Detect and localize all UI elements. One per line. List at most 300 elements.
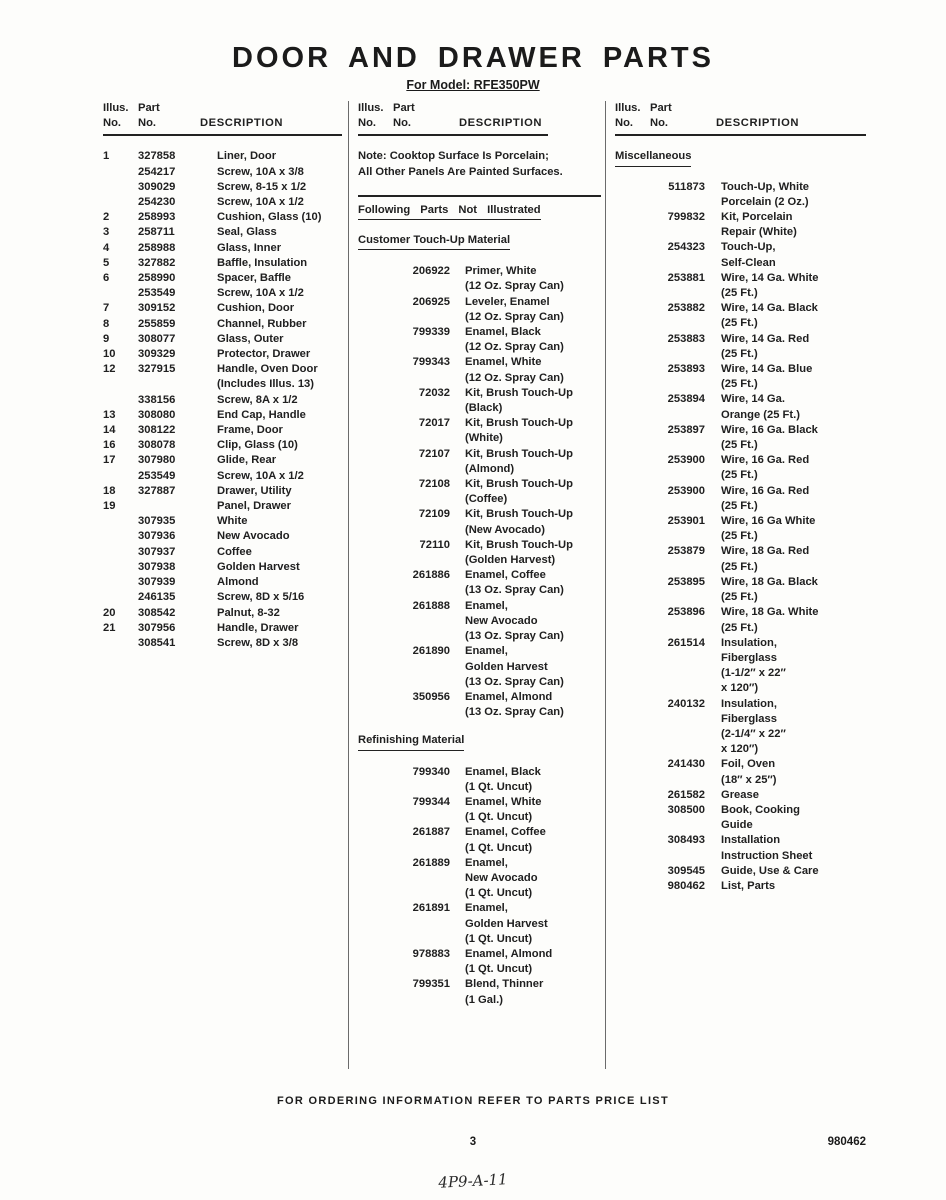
part-no-cell: 261887	[412, 826, 450, 839]
illus-no-cell: 9	[103, 332, 110, 345]
description-line: Screw, 8-15 x 1/2	[217, 180, 307, 193]
description-line: Wire, 14 Ga. Blue	[721, 363, 813, 376]
description-line: (25 Ft.)	[721, 469, 758, 482]
illus-no-cell	[103, 560, 138, 575]
table-row	[103, 286, 342, 301]
header-description-label: DESCRIPTION	[716, 117, 800, 130]
description-line: Kit, Brush Touch-Up	[465, 538, 573, 551]
description-cell	[705, 301, 876, 331]
table-row	[103, 271, 342, 286]
description-line: New Avocado	[217, 530, 290, 543]
header-rule	[103, 134, 342, 136]
illus-no-cell	[103, 393, 138, 408]
part-no-cell: 308080	[138, 408, 176, 421]
description-cell	[450, 355, 601, 385]
illus-no-cell	[103, 575, 138, 590]
description-cell	[217, 225, 342, 240]
description-cell	[450, 977, 601, 1007]
description-cell	[217, 210, 342, 225]
description-cell	[705, 636, 876, 697]
description-line: (New Avocado)	[465, 523, 545, 536]
column-header	[358, 101, 601, 136]
description-line: (Includes Illus. 13)	[217, 378, 314, 391]
description-cell	[217, 560, 342, 575]
illus-no-cell: 1	[103, 150, 110, 163]
part-no-cell: 327858	[138, 150, 176, 163]
subsection-heading-text: Miscellaneous	[615, 149, 691, 166]
illus-no-cell: 6	[103, 272, 110, 285]
description-line: Guide, Use & Care	[721, 864, 819, 877]
table-row	[615, 544, 876, 574]
part-no-cell: 253883	[667, 332, 705, 345]
description-line: Repair (White)	[721, 226, 797, 239]
description-line: Enamel, White	[465, 795, 542, 808]
part-no-cell: 258988	[138, 241, 176, 254]
part-no-cell: 308493	[667, 834, 705, 847]
doc-number: 980462	[827, 1136, 866, 1148]
subsection-heading-text: Customer Touch-Up Material	[358, 233, 510, 250]
part-no-cell: 72032	[418, 386, 450, 399]
table-row	[358, 295, 601, 325]
header-rule	[358, 134, 548, 136]
description-cell	[217, 195, 342, 210]
table-row	[103, 332, 342, 347]
illus-no-cell	[103, 514, 138, 529]
illus-no-cell: 3	[103, 226, 110, 239]
table-row	[358, 447, 601, 477]
table-row	[103, 241, 342, 256]
description-line: Seal, Glass	[217, 226, 277, 239]
description-line: Primer, White	[465, 265, 537, 278]
description-cell	[450, 416, 601, 446]
description-cell	[450, 644, 601, 690]
description-line: Wire, 14 Ga. White	[721, 271, 819, 284]
description-line: Liner, Door	[217, 150, 277, 163]
header-rule	[615, 134, 866, 136]
table-row	[103, 469, 342, 484]
description-line: Screw, 10A x 1/2	[217, 196, 304, 209]
description-line: Palnut, 8-32	[217, 606, 280, 619]
table-row	[615, 575, 876, 605]
column-header-row	[103, 101, 342, 116]
part-no-cell: 327882	[138, 256, 176, 269]
description-line: (25 Ft.)	[721, 287, 758, 300]
part-no-cell: 308500	[667, 803, 705, 816]
table-row	[103, 438, 342, 453]
part-no-cell: 258990	[138, 272, 176, 285]
parts-column-middle	[349, 101, 605, 1069]
description-cell	[705, 864, 876, 879]
description-line: Enamel,	[465, 599, 508, 612]
table-row	[103, 636, 342, 651]
part-no-cell: 253893	[667, 363, 705, 376]
description-line: Coffee	[217, 545, 252, 558]
table-row	[358, 947, 601, 977]
table-row	[615, 180, 876, 210]
part-no-cell: 254230	[138, 196, 176, 209]
illus-no-cell: 21	[103, 621, 116, 634]
part-no-cell: 338156	[138, 393, 176, 406]
description-line: Enamel, Almond	[465, 690, 553, 703]
table-row	[103, 484, 342, 499]
description-cell	[450, 568, 601, 598]
subsection-heading-text: Refinishing Material	[358, 733, 464, 750]
part-no-cell: 309152	[138, 302, 176, 315]
parts-columns	[101, 101, 876, 1069]
description-line: Touch-Up, White	[721, 180, 810, 193]
description-cell	[705, 332, 876, 362]
description-line: (25 Ft.)	[721, 439, 758, 452]
description-line: Foil, Oven	[721, 758, 776, 771]
part-no-cell: 799343	[412, 356, 450, 369]
part-no-cell: 253882	[667, 302, 705, 315]
column-header-row	[615, 116, 876, 131]
subsection-heading	[358, 233, 601, 250]
illus-no-cell: 18	[103, 484, 116, 497]
description-line: Installation	[721, 834, 781, 847]
table-row	[103, 499, 342, 514]
table-row	[615, 803, 876, 833]
description-line: (1 Qt. Uncut)	[465, 963, 533, 976]
description-line: (12 Oz. Spray Can)	[465, 310, 564, 323]
description-line: (25 Ft.)	[721, 530, 758, 543]
description-line: (25 Ft.)	[721, 378, 758, 391]
illus-no-cell: 19	[103, 500, 116, 513]
table-row	[103, 347, 342, 362]
part-no-cell: 799351	[412, 978, 450, 991]
table-row	[358, 644, 601, 690]
header-no-label: No.	[393, 117, 412, 130]
column-header-row	[358, 101, 601, 116]
table-row	[615, 423, 876, 453]
description-cell	[705, 833, 876, 863]
description-cell	[217, 180, 342, 195]
description-line: (12 Oz. Spray Can)	[465, 280, 564, 293]
illus-no-cell	[103, 529, 138, 544]
table-row	[615, 697, 876, 758]
description-cell	[217, 621, 342, 636]
table-row	[103, 560, 342, 575]
table-row	[103, 423, 342, 438]
table-row	[615, 392, 876, 422]
part-no-cell: 309329	[138, 348, 176, 361]
part-no-cell: 254217	[138, 165, 176, 178]
table-row	[103, 590, 342, 605]
illus-no-cell: 7	[103, 302, 110, 315]
table-row	[615, 271, 876, 301]
description-cell	[217, 438, 342, 453]
description-line: (1 Qt. Uncut)	[465, 932, 533, 945]
part-no-cell: 308078	[138, 439, 176, 452]
table-row	[358, 386, 601, 416]
table-row	[103, 362, 342, 392]
description-cell	[450, 538, 601, 568]
description-line: Screw, 8D x 3/8	[217, 636, 299, 649]
note-line: Note: Cooktop Surface Is Porcelain;	[358, 150, 549, 163]
description-cell	[705, 803, 876, 833]
description-cell	[450, 295, 601, 325]
part-no-cell: 327887	[138, 484, 176, 497]
description-cell	[217, 286, 342, 301]
description-cell	[450, 856, 601, 902]
description-line: Instruction Sheet	[721, 849, 813, 862]
description-line: Wire, 18 Ga. Red	[721, 545, 810, 558]
part-no-cell: 307935	[138, 515, 176, 528]
section-heading-text: Following Parts Not Illustrated	[358, 203, 541, 220]
description-line: (Almond)	[465, 462, 515, 475]
table-row	[358, 901, 601, 947]
header-part-label: Part	[138, 102, 160, 114]
description-cell	[450, 599, 601, 645]
description-line: Screw, 8A x 1/2	[217, 393, 298, 406]
description-line: Enamel,	[465, 645, 508, 658]
illus-no-cell	[103, 590, 138, 605]
description-cell	[217, 590, 342, 605]
description-line: Protector, Drawer	[217, 348, 311, 361]
description-cell	[217, 606, 342, 621]
description-line: (12 Oz. Spray Can)	[465, 371, 564, 384]
illus-no-cell	[103, 165, 138, 180]
part-no-cell: 307939	[138, 576, 176, 589]
description-cell	[705, 697, 876, 758]
table-row	[615, 453, 876, 483]
header-no-label: No.	[103, 117, 122, 130]
table-row	[358, 355, 601, 385]
description-line: Screw, 10A x 1/2	[217, 469, 304, 482]
description-line: Self-Clean	[721, 256, 776, 269]
description-line: Enamel,	[465, 902, 508, 915]
description-line: (White)	[465, 432, 503, 445]
description-cell	[705, 362, 876, 392]
description-line: Touch-Up,	[721, 241, 776, 254]
description-line: Enamel, Almond	[465, 947, 553, 960]
description-line: Wire, 16 Ga. Red	[721, 484, 810, 497]
part-no-cell: 308122	[138, 424, 176, 437]
description-line: (2-1/4″ x 22″	[721, 727, 786, 740]
table-row	[103, 180, 342, 195]
header-description-label: DESCRIPTION	[200, 117, 284, 130]
description-line: Screw, 10A x 3/8	[217, 165, 304, 178]
table-row	[615, 788, 876, 803]
column-header-row	[358, 116, 601, 131]
table-row	[358, 599, 601, 645]
ordering-footer-note: FOR ORDERING INFORMATION REFER TO PARTS PRICE LIST	[277, 1095, 669, 1107]
description-line: Enamel,	[465, 856, 508, 869]
table-row	[615, 833, 876, 863]
column-header-row	[103, 116, 342, 131]
description-line: (25 Ft.)	[721, 621, 758, 634]
description-line: Enamel, Black	[465, 326, 541, 339]
description-line: Glass, Outer	[217, 332, 284, 345]
description-line: Almond	[217, 576, 259, 589]
description-cell	[217, 347, 342, 362]
column-header	[615, 101, 876, 136]
part-no-cell: 307980	[138, 454, 176, 467]
part-no-cell: 253900	[667, 484, 705, 497]
description-line: Wire, 18 Ga. White	[721, 606, 819, 619]
description-cell	[450, 477, 601, 507]
part-no-cell: 254323	[667, 241, 705, 254]
header-illus-label: Illus.	[358, 102, 384, 114]
table-row	[615, 332, 876, 362]
description-cell	[217, 317, 342, 332]
description-line: Spacer, Baffle	[217, 272, 291, 285]
subsection-heading	[615, 149, 876, 166]
part-no-cell: 799339	[412, 326, 450, 339]
part-no-cell: 72109	[418, 508, 450, 521]
description-line: Golden Harvest	[465, 917, 548, 930]
description-line: Drawer, Utility	[217, 484, 292, 497]
part-no-cell: 799832	[667, 211, 705, 224]
part-no-cell: 72108	[418, 478, 450, 491]
description-cell	[450, 690, 601, 720]
note-text	[358, 149, 601, 179]
description-line: Cushion, Door	[217, 302, 295, 315]
part-no-cell: 309029	[138, 180, 176, 193]
part-no-cell: 253896	[667, 606, 705, 619]
description-line: Wire, 16 Ga White	[721, 515, 816, 528]
description-cell	[217, 241, 342, 256]
description-line: Golden Harvest	[465, 660, 548, 673]
description-line: Frame, Door	[217, 424, 283, 437]
description-line: New Avocado	[465, 871, 538, 884]
part-no-cell: 307937	[138, 545, 176, 558]
description-line: (12 Oz. Spray Can)	[465, 341, 564, 354]
description-cell	[705, 544, 876, 574]
part-no-cell: 72110	[419, 538, 450, 551]
description-cell	[217, 453, 342, 468]
description-cell	[705, 271, 876, 301]
part-no-cell: 261886	[412, 569, 450, 582]
description-line: Fiberglass	[721, 712, 777, 725]
description-cell	[217, 393, 342, 408]
description-line: Book, Cooking	[721, 803, 800, 816]
description-line: Leveler, Enamel	[465, 295, 550, 308]
part-no-cell: 253549	[138, 287, 176, 300]
table-row	[103, 165, 342, 180]
description-line: Enamel, Coffee	[465, 826, 546, 839]
illus-no-cell: 14	[103, 424, 116, 437]
description-line: (25 Ft.)	[721, 560, 758, 573]
description-cell	[217, 332, 342, 347]
description-line: (13 Oz. Spray Can)	[465, 706, 564, 719]
table-row	[358, 568, 601, 598]
part-no-cell: 307956	[138, 621, 176, 634]
part-no-cell: 308542	[138, 606, 176, 619]
description-line: (25 Ft.)	[721, 317, 758, 330]
description-line: End Cap, Handle	[217, 408, 306, 421]
description-cell	[705, 879, 876, 894]
description-line: Enamel, Black	[465, 765, 541, 778]
part-no-cell: 246135	[138, 591, 176, 604]
description-cell	[450, 825, 601, 855]
header-part-label: Part	[650, 102, 672, 114]
part-no-cell: 980462	[667, 879, 705, 892]
description-cell	[705, 605, 876, 635]
illus-no-cell: 10	[103, 348, 116, 361]
part-no-cell: 261514	[667, 636, 705, 649]
description-line: Insulation,	[721, 636, 777, 649]
part-no-cell: 206925	[412, 295, 450, 308]
part-no-cell: 799340	[412, 765, 450, 778]
description-line: Clip, Glass (10)	[217, 439, 298, 452]
description-line: Glide, Rear	[217, 454, 277, 467]
table-row	[103, 408, 342, 423]
description-cell	[217, 256, 342, 271]
note-line: All Other Panels Are Painted Surfaces.	[358, 165, 563, 178]
table-row	[103, 225, 342, 240]
description-cell	[217, 408, 342, 423]
illus-no-cell: 5	[103, 256, 110, 269]
description-line: Handle, Oven Door	[217, 363, 318, 376]
description-cell	[705, 484, 876, 514]
description-cell	[450, 325, 601, 355]
part-no-cell: 307936	[138, 530, 176, 543]
description-line: List, Parts	[721, 879, 776, 892]
column-header	[103, 101, 342, 136]
table-row	[358, 477, 601, 507]
table-row	[103, 317, 342, 332]
header-part-label: Part	[393, 102, 415, 114]
description-line: Grease	[721, 788, 759, 801]
part-no-cell: 253900	[667, 454, 705, 467]
description-line: Panel, Drawer	[217, 500, 291, 513]
description-line: (25 Ft.)	[721, 347, 758, 360]
illus-no-cell: 20	[103, 606, 116, 619]
description-line: Guide	[721, 819, 753, 832]
table-row	[358, 856, 601, 902]
part-no-cell: 255859	[138, 317, 176, 330]
description-cell	[705, 514, 876, 544]
part-no-cell: 350956	[412, 690, 450, 703]
description-line: (Black)	[465, 402, 503, 415]
illus-no-cell: 16	[103, 439, 116, 452]
header-illus-label: Illus.	[103, 102, 129, 114]
table-row	[103, 453, 342, 468]
illus-no-cell	[103, 636, 138, 651]
table-row	[615, 636, 876, 697]
parts-column-left	[101, 101, 348, 1069]
description-cell	[217, 271, 342, 286]
table-row	[358, 765, 601, 795]
part-no-cell: 258993	[138, 211, 176, 224]
description-cell	[705, 575, 876, 605]
part-no-cell: 72017	[418, 417, 450, 430]
table-row	[615, 757, 876, 787]
description-line: (25 Ft.)	[721, 499, 758, 512]
table-row	[103, 149, 342, 164]
part-no-cell: 307938	[138, 560, 176, 573]
description-line: Baffle, Insulation	[217, 256, 308, 269]
table-row	[358, 538, 601, 568]
table-row	[358, 264, 601, 294]
table-row	[103, 301, 342, 316]
table-row	[103, 210, 342, 225]
description-line: Cushion, Glass (10)	[217, 211, 322, 224]
part-no-cell: 799344	[412, 795, 450, 808]
description-cell	[705, 180, 876, 210]
table-row	[103, 529, 342, 544]
part-no-cell: 978883	[412, 947, 450, 960]
table-row	[358, 325, 601, 355]
description-line: (13 Oz. Spray Can)	[465, 584, 564, 597]
description-cell	[705, 392, 876, 422]
description-line: Kit, Brush Touch-Up	[465, 478, 573, 491]
description-cell	[217, 469, 342, 484]
section-heading	[358, 195, 601, 220]
subsection-heading	[358, 733, 601, 750]
description-cell	[217, 423, 342, 438]
